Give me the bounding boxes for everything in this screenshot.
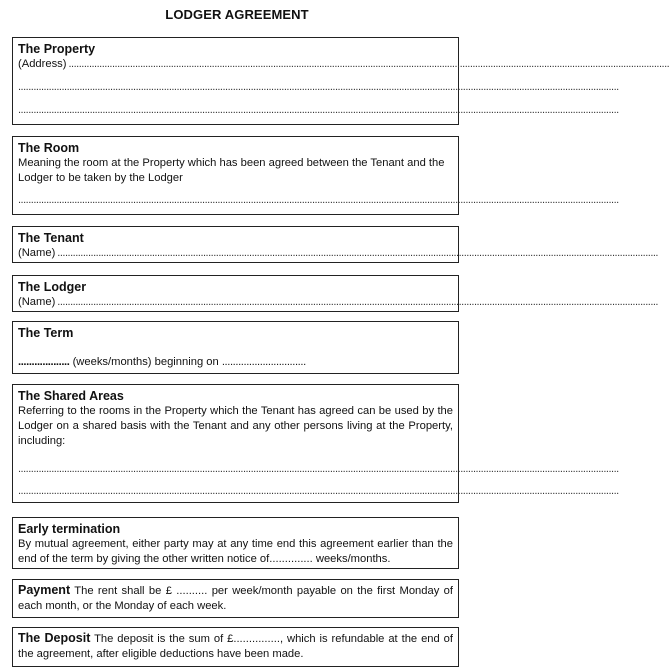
early-termination-heading: Early termination	[18, 522, 121, 536]
document-title: LODGER AGREEMENT	[165, 7, 309, 22]
lodger-heading: The Lodger	[18, 280, 87, 294]
shared-areas-line-2[interactable]: ...........................................................................................................................................................................................................................................	[18, 485, 619, 497]
lodger-name-label: (Name)	[18, 296, 56, 308]
room-section	[12, 136, 619, 215]
payment-section	[12, 579, 459, 618]
early-termination-text: By mutual agreement, either party may at any time end this agreement earlier than the end of the term by giving the other written notice of.............. weeks/months.	[18, 538, 453, 565]
shared-areas-description: Referring to the rooms in the Property which the Tenant has agreed can be used by the Lodger on a shared basis with the Tenant and any other persons living at the Property, including:	[18, 405, 453, 447]
shared-areas-line-1[interactable]: ...........................................................................................................................................................................................................................................	[18, 463, 619, 475]
term-line	[18, 355, 453, 370]
term-text: (weeks/months) beginning on	[72, 356, 219, 368]
shared-areas-heading: The Shared Areas	[18, 389, 124, 403]
room-heading: The Room	[18, 141, 80, 155]
room-description: Meaning the room at the Property which has been agreed between the Tenant and the Lodger to be taken by the Lodger	[18, 157, 445, 184]
deposit-section	[12, 627, 459, 667]
property-section	[12, 37, 669, 125]
tenant-name-label: (Name)	[18, 247, 56, 259]
term-start-blank[interactable]: ...............................	[221, 356, 306, 368]
deposit-heading: The Deposit	[18, 631, 91, 645]
payment-text: The rent shall be £ .......... per week/month payable on the first Monday of each month, or the Monday of each week.	[18, 585, 454, 612]
early-termination-section	[12, 517, 459, 569]
tenant-section	[12, 226, 658, 263]
property-heading: The Property	[18, 42, 96, 56]
address-label: (Address)	[18, 58, 67, 70]
shared-areas-section	[12, 384, 619, 503]
lodger-name-line[interactable]: ...........................................................................................................................................................................................................................................	[57, 296, 658, 308]
tenant-name-line[interactable]: ...........................................................................................................................................................................................................................................	[57, 247, 658, 259]
payment-heading: Payment	[18, 583, 71, 597]
room-line[interactable]: ...........................................................................................................................................................................................................................................	[18, 194, 619, 206]
address-line-2[interactable]: ...........................................................................................................................................................................................................................................	[18, 81, 619, 93]
term-heading: The Term	[18, 326, 74, 340]
address-line-3[interactable]: ...........................................................................................................................................................................................................................................	[18, 104, 619, 116]
tenant-heading: The Tenant	[18, 231, 84, 245]
lodger-section	[12, 275, 658, 312]
term-section	[12, 321, 459, 374]
term-duration-blank[interactable]: ...................	[18, 356, 70, 368]
address-line[interactable]: ...........................................................................................................................................................................................................................................	[68, 58, 669, 70]
deposit-text: The deposit is the sum of £..............., which is refundable at the end of the agreement, after eligible deductions have been made.	[18, 633, 453, 660]
